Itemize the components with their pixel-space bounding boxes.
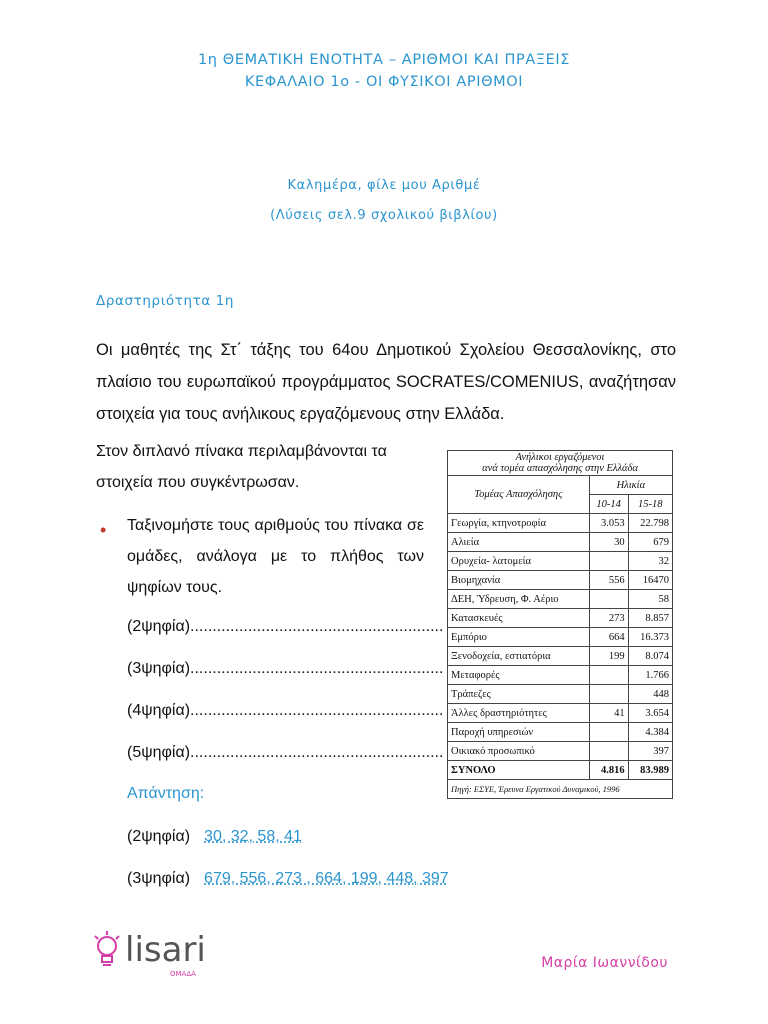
table-row — [448, 666, 673, 685]
table-cell-sector: Τράπεζες — [448, 685, 590, 704]
column-header-10-14: 10-14 — [589, 495, 628, 514]
table-cell-sector: Βιομηχανία — [448, 571, 590, 590]
table-row — [448, 685, 673, 704]
total-10-14: 4.816 — [589, 761, 628, 780]
answer-row-2-digit — [127, 828, 302, 846]
table-cell-b: 448 — [628, 685, 672, 704]
table-cell-a: 556 — [589, 571, 628, 590]
table-row — [448, 609, 673, 628]
table-cell-sector: Ορυχεία- λατομεία — [448, 552, 590, 571]
lesson-subtitle: (Λύσεις σελ.9 σχολικού βιβλίου) — [270, 208, 498, 223]
table-cell-b: 58 — [628, 590, 672, 609]
column-header-sector: Τομέας Απασχόλησης — [448, 476, 590, 514]
table-cell-b: 8.857 — [628, 609, 672, 628]
table-cell-b: 397 — [628, 742, 672, 761]
chapter-header-line1: 1η ΘΕΜΑΤΙΚΗ ΕΝΟΤΗΤΑ – ΑΡΙΘΜΟΙ ΚΑΙ ΠΡΑΞΕΙΣ — [197, 52, 570, 68]
lightbulb-icon — [92, 930, 122, 972]
table-cell-sector: Μεταφορές — [448, 666, 590, 685]
table-cell-b: 32 — [628, 552, 672, 571]
table-title — [448, 451, 673, 476]
answer-value: 30, 32, 58, 41 — [204, 828, 302, 845]
answer-label: (2ψηφία) — [127, 828, 191, 845]
table-cell-a — [589, 590, 628, 609]
table-cell-a — [589, 723, 628, 742]
table-cell-a: 273 — [589, 609, 628, 628]
table-cell-a — [589, 685, 628, 704]
table-cell-sector: Οικιακό προσωπικό — [448, 742, 590, 761]
intro-paragraph: Οι μαθητές της Στ΄ τάξης του 64ου Δημοτικού Σχολείου Θεσσαλονίκης, στο πλαίσιο του ευρωπαϊκού προγράμματος SOCRATES/COMENIUS, αναζήτησαν στοιχεία για τους ανήλικους εργαζόμενους στην Ελλάδα. — [96, 341, 676, 423]
table-title-line2: ανά τομέα απασχόλησης στην Ελλάδα — [482, 463, 638, 474]
slot-5-digit: (5ψηφία)......................................................... — [127, 744, 444, 761]
lesson-title: Καλημέρα, φίλε μου Αριθμέ — [287, 178, 481, 193]
answer-heading: Απάντηση: — [127, 785, 205, 802]
table-cell-a: 41 — [589, 704, 628, 723]
bullet-text: Ταξινομήστε τους αριθμούς του πίνακα σε ομάδες, ανάλογα με το πλήθος των ψηφίων τους. — [127, 517, 424, 596]
author-name: Μαρία Ιωαννίδου — [541, 955, 668, 971]
table-row — [448, 628, 673, 647]
logo-wordmark: lisari — [125, 930, 206, 970]
table-row — [448, 590, 673, 609]
slot-4-digit: (4ψηφία)......................................................... — [127, 702, 444, 719]
table-cell-a — [589, 742, 628, 761]
table-cell-sector: Εμπόριο — [448, 628, 590, 647]
table-cell-b: 4.384 — [628, 723, 672, 742]
answer-row-3-digit — [127, 870, 449, 888]
table-row — [448, 514, 673, 533]
table-cell-sector: Κατασκευές — [448, 609, 590, 628]
table-row — [448, 704, 673, 723]
table-cell-b: 3.654 — [628, 704, 672, 723]
chapter-header-line2: ΚΕΦΑΛΑΙΟ 1ο - ΟΙ ΦΥΣΙΚΟΙ ΑΡΙΘΜΟΙ — [244, 74, 524, 90]
table-cell-sector: Ξενοδοχεία, εστιατόρια — [448, 647, 590, 666]
activity-title: Δραστηριότητα 1η — [96, 293, 235, 309]
table-cell-sector: Παροχή υπηρεσιών — [448, 723, 590, 742]
table-row — [448, 533, 673, 552]
table-cell-b: 16470 — [628, 571, 672, 590]
table-cell-a: 3.053 — [589, 514, 628, 533]
table-cell-a — [589, 666, 628, 685]
slot-2-digit: (2ψηφία)......................................................... — [127, 618, 444, 635]
logo-subtext: ΟΜΑΔΑ — [170, 970, 196, 978]
table-title-line1: Ανήλικοι εργαζόμενοι — [515, 452, 605, 463]
table-cell-b: 1.766 — [628, 666, 672, 685]
table-cell-a: 199 — [589, 647, 628, 666]
table-cell-sector: ΔΕΗ, Ύδρευση, Φ. Αέριο — [448, 590, 590, 609]
table-row — [448, 571, 673, 590]
total-15-18: 83.989 — [628, 761, 672, 780]
table-cell-sector: Αλιεία — [448, 533, 590, 552]
total-label: ΣΥΝΟΛΟ — [448, 761, 590, 780]
table-cell-b: 679 — [628, 533, 672, 552]
column-header-15-18: 15-18 — [628, 495, 672, 514]
column-header-age: Ηλικία — [589, 476, 672, 495]
table-cell-b: 8.074 — [628, 647, 672, 666]
table-cell-b: 22.798 — [628, 514, 672, 533]
slot-3-digit: (3ψηφία)......................................................... — [127, 660, 444, 677]
table-row — [448, 723, 673, 742]
table-cell-a — [589, 552, 628, 571]
table-cell-sector: Γεωργία, κτηνοτροφία — [448, 514, 590, 533]
table-cell-a: 30 — [589, 533, 628, 552]
side-paragraph: Στον διπλανό πίνακα περιλαμβάνονται τα στοιχεία που συγκέντρωσαν. — [96, 443, 387, 491]
table-row — [448, 742, 673, 761]
table-row — [448, 552, 673, 571]
table-source: Πηγή: ΕΣΥΕ, Έρευνα Εργατικού Δυναμικού, 1996 — [448, 780, 673, 799]
table-row — [448, 647, 673, 666]
bullet-icon: • — [100, 520, 107, 540]
table-cell-b: 16.373 — [628, 628, 672, 647]
answer-value: 679, 556, 273 , 664, 199, 448, 397 — [204, 870, 449, 887]
table-body — [448, 514, 673, 761]
minors-employment-table — [447, 450, 673, 799]
table-cell-sector: Άλλες δραστηριότητες — [448, 704, 590, 723]
table-cell-a: 664 — [589, 628, 628, 647]
answer-label: (3ψηφία) — [127, 870, 191, 887]
